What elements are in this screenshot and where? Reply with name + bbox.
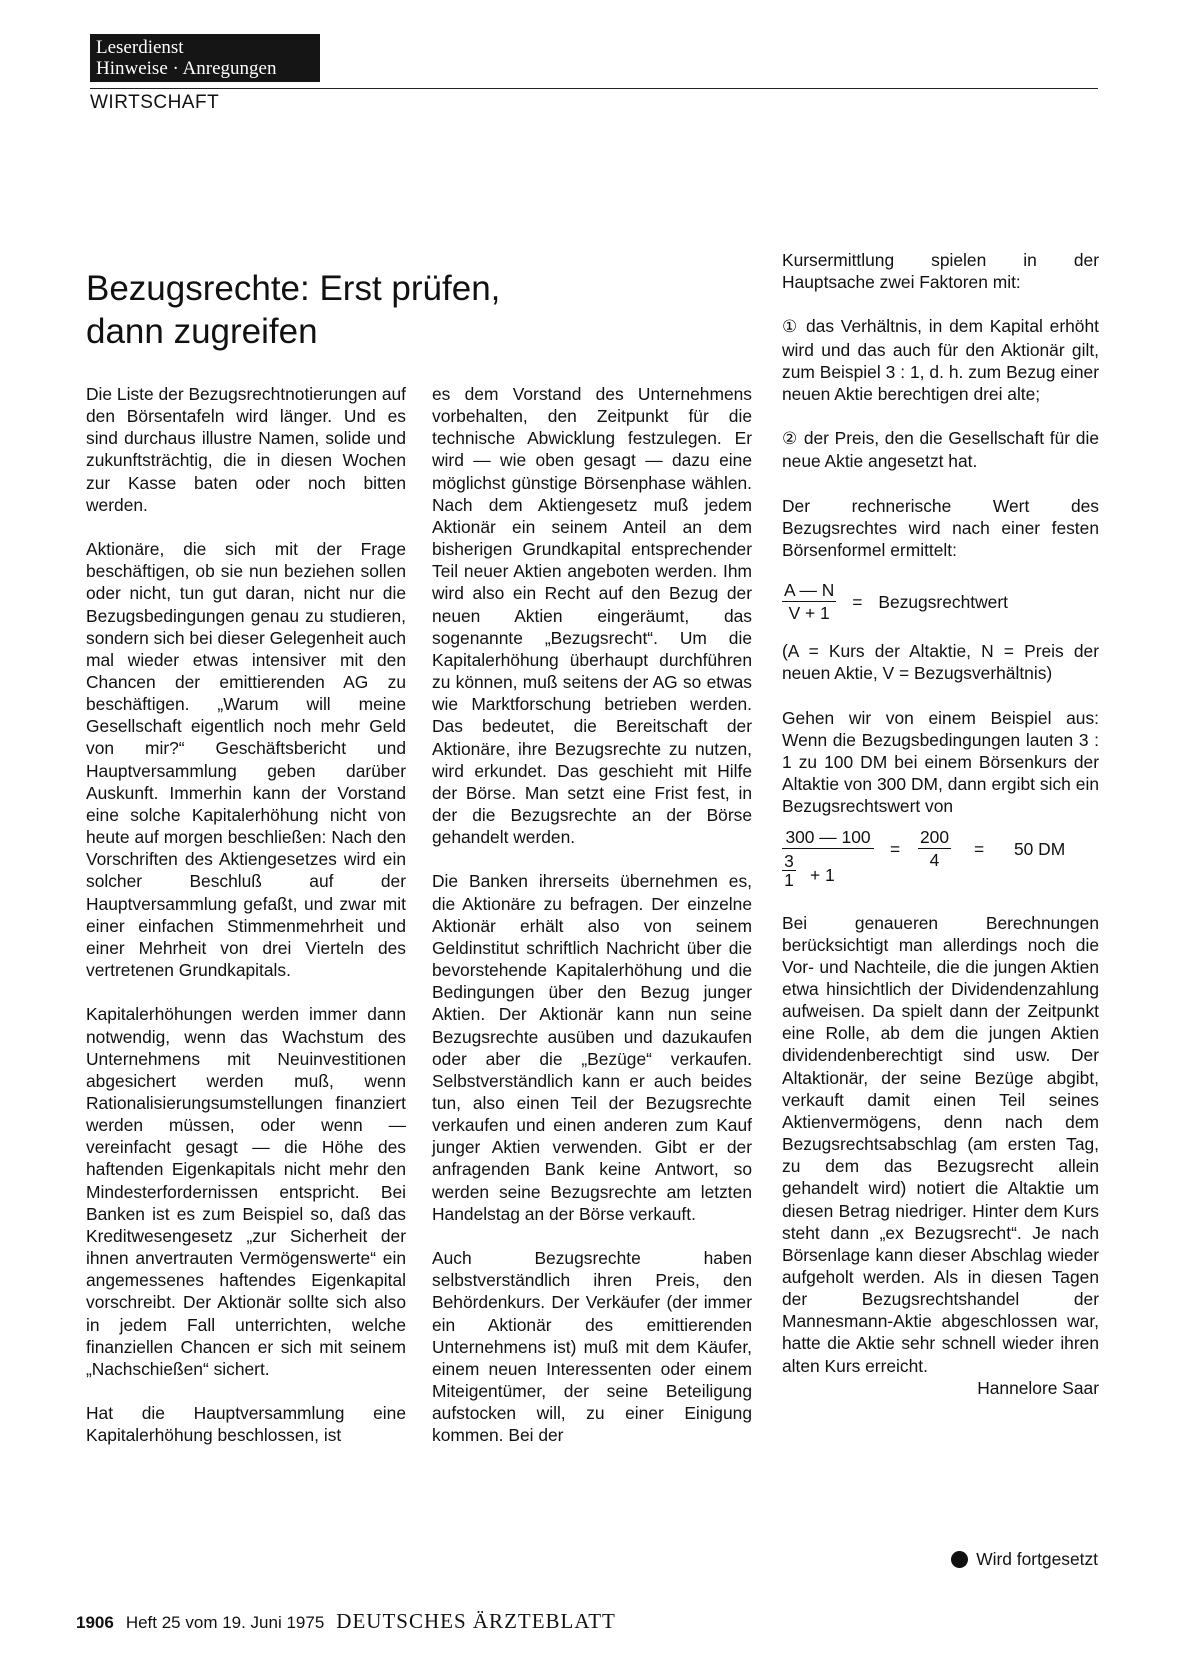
page-footer <box>76 1609 616 1634</box>
fraction-numerator: 200 <box>920 826 950 847</box>
column-3 <box>782 249 1099 1399</box>
column-1 <box>86 383 406 1469</box>
small-fraction <box>782 852 796 889</box>
small-fraction-denominator: 1 <box>784 869 794 890</box>
list-item <box>782 315 1099 405</box>
paragraph: Kapitalerhöhungen werden immer dann notwendig, wenn das Wachstum des Unternehmens mit Neuinvestitionen abgesichert werden muß, wenn Rationalisierungsumstellungen finanziert werden müssen, oder wenn — vereinfacht gesagt — die Höhe des haftenden Eigenkapitals nicht mehr den Mindesterfordernissen entspricht. Bei Banken ist es zum Beispiel so, daß das Kreditwesengesetz „zur Sicherheit der ihnen anvertrauten Vermögenswerte“ ein angemessenes haftendes Eigenkapital vorschreibt. Der Aktionär sollte sich also in jedem Fall unterrichten, welche finanziellen Chancen er sich mit seinem „Nachschießen“ sichert. <box>86 1004 406 1379</box>
list-item-text: das Verhältnis, in dem Kapital erhöht wird und das auch für den Aktionär gilt, zum Beispiel 3 : 1, d. h. zum Bezug einer neuen Aktie berechtigen drei alte; <box>782 316 1099 404</box>
paragraph: Die Banken ihrerseits übernehmen es, die Aktionäre zu befragen. Der einzelne Aktionär erhält also von seinem Geldinstitut schriftlich Nachricht über die bevorstehende Kapitalerhöhung und die Bedingungen über den Bezug junger Aktien. Der Aktionär kann nun seine Bezugsrechte ausüben und dazukaufen oder aber die „Bezüge“ verkaufen. Selbstverständlich kann er auch beides tun, also einen Teil der Bezugsrechte verkaufen und einen anderen zum Kauf junger Aktien verwenden. Gibt er der anfragenden Bank keine Antwort, so werden seine Bezugsrechte am letzten Handelstag an der Börse verkauft. <box>432 871 752 1224</box>
fraction-numerator: 300 — 100 <box>782 826 874 849</box>
formula-bezugsrechtwert <box>782 579 1099 624</box>
plus-one: + 1 <box>810 864 835 885</box>
equals-sign: = <box>852 591 863 612</box>
paragraph: Kursermittlung spielen in der Hauptsache zwei Faktoren mit: <box>782 250 1099 293</box>
bullet-dot-icon <box>951 1551 968 1568</box>
paragraph: Bei genaueren Berechnungen berücksichtigt man allerdings noch die Vor- und Nachteile, die die jungen Aktien etwa hinsichtlich der Dividendenzahlung aufweisen. Da spielt dann der Zeitpunkt eine Rolle, ab dem die jungen Aktien dividendenberechtigt sind usw. Der Altaktionär, der seine Bezüge abgibt, verkauft damit einen Teil seines Aktienvermögens, denn nach dem Bezugsrechtsabschlag (am ersten Tag, zu dem das Bezugsrecht allein gehandelt wird) notiert die Altaktie um diesen Betrag niedriger. Hinter dem Kurs steht dann „ex Bezugsrecht“. Je nach Börsenlage kann dieser Abschlag wieder aufgeholt werden. Als in diesen Tagen der Bezugsrechtshandel der Mannesmann-Aktie abgeschlossen war, hatte die Aktie sehr schnell wieder ihren alten Kurs erreicht. <box>782 912 1099 1376</box>
equals-sign: = <box>890 838 901 859</box>
page-number: 1906 <box>76 1613 114 1632</box>
issue-info: Heft 25 vom 19. Juni 1975 <box>125 1613 325 1632</box>
section-label: WIRTSCHAFT <box>90 92 220 113</box>
continued-note <box>951 1549 1098 1570</box>
paragraph: es dem Vorstand des Unternehmens vorbehalten, den Zeitpunkt für die technische Abwicklung festzulegen. Er wird — wie oben gesagt — dazu eine möglichst günstige Börsenphase wählen. Nach dem Aktiengesetz muß jedem Aktionär ein seinem Anteil an dem bisherigen Grundkapital entsprechender Teil neuer Aktien angeboten werden. Ihm wird also ein Recht auf den Bezug der neuen Aktien eingeräumt, das sogenannte „Bezugsrecht“. Um die Kapitalerhöhung überhaupt durchführen zu können, muß seitens der AG so etwas wie Marktforschung betrieben werden. Das bedeutet, die Bereitschaft der Aktionäre, ihre Bezugsrechte zu nutzen, wird erkundet. Das geschieht mit Hilfe der Börse. Man setzt eine Frist fest, in der die Bezugsrechte an der Börse gehandelt werden. <box>432 384 752 848</box>
continued-label: Wird fortgesetzt <box>976 1549 1098 1569</box>
rubric-line-1: Leserdienst <box>96 37 184 58</box>
column-2 <box>432 383 752 1469</box>
fraction <box>782 579 836 624</box>
list-item <box>782 427 1099 472</box>
circled-one-marker: ① <box>782 317 800 338</box>
headline-line-1: Bezugsrechte: Erst prüfen, <box>86 269 501 309</box>
header-rule <box>90 88 1098 89</box>
fraction-numerator: A — N <box>784 580 835 601</box>
equals-sign: = <box>974 838 985 859</box>
paragraph: Aktionäre, die sich mit der Frage beschäftigen, ob sie nun beziehen sollen oder nicht, tun gut daran, nicht nur die Bezugsbedingungen genau zu studieren, sondern sich bei dieser Gelegenheit auch mal wieder etwas intensiver mit den Chancen der emittierenden AG zu beschäftigen. „Warum will meine Gesellschaft eigentlich noch mehr Geld von mir?“ Geschäftsbericht und Hauptversammlung geben darüber Auskunft. Immerhin kann der Vorstand eine solche Kapitalerhöhung nicht von heute auf morgen beschließen: Nach den Vorschriften des Aktiengesetzes wird ein solcher Beschluß auf der Hauptversammlung gefaßt, und zwar mit einer einfachen Stimmenmehrheit und einer Mehrheit von drei Vierteln des vertretenen Grundkapitals. <box>86 539 407 981</box>
paragraph: Gehen wir von einem Beispiel aus: Wenn die Bezugsbedingungen lauten 3 : 1 zu 100 DM bei einem Börsenkurs der Altaktie von 300 DM, dann ergibt sich ein Bezugsrechtswert von <box>782 707 1099 817</box>
headline-line-2: dann zugreifen <box>86 312 318 352</box>
paragraph: Auch Bezugsrechte haben selbstverständlich ihren Preis, den Behördenkurs. Der Verkäufer (der immer ein Aktionär des emittierenden Unternehmens ist) muß mit dem Käufer, einem neuen Interessenten oder einem Miteigentümer, der seine Beteiligung aufstocken will, zu einer Einigung kommen. Bei der <box>432 1248 752 1446</box>
fraction <box>918 826 951 871</box>
rubric-line-2: Hinweise · Anregungen <box>96 58 277 79</box>
paragraph: (A = Kurs der Altaktie, N = Preis der neuen Aktie, V = Bezugsverhältnis) <box>782 641 1099 684</box>
formula-example <box>782 826 1099 892</box>
small-fraction-numerator: 3 <box>782 852 796 871</box>
fraction-denominator: 4 <box>929 849 940 870</box>
paragraph: Der rechnerische Wert des Bezugsrechtes wird nach einer festen Börsenformel ermittelt: <box>782 495 1099 560</box>
paragraph: Hat die Hauptversammlung eine Kapitalerhöhung beschlossen, ist <box>86 1403 406 1446</box>
list-item-text: der Preis, den die Gesellschaft für die neue Aktie angesetzt hat. <box>782 428 1099 472</box>
fraction-denominator: V + 1 <box>788 603 830 624</box>
formula-result: Bezugsrechtwert <box>878 591 1008 612</box>
author-name: Hannelore Saar <box>977 1377 1099 1398</box>
journal-name: DEUTSCHES ÄRZTEBLATT <box>336 1609 616 1633</box>
article-headline <box>86 267 646 353</box>
paragraph: Die Liste der Bezugsrechtnotierungen auf den Börsentafeln wird länger. Und es sind durchaus illustre Namen, solide und zukunftsträchtig, die in diesen Wochen zur Kasse baten oder noch bitten werden. <box>86 384 406 515</box>
rubric-box <box>90 34 320 82</box>
formula-result: 50 DM <box>1014 838 1066 859</box>
circled-two-marker: ② <box>782 429 799 450</box>
